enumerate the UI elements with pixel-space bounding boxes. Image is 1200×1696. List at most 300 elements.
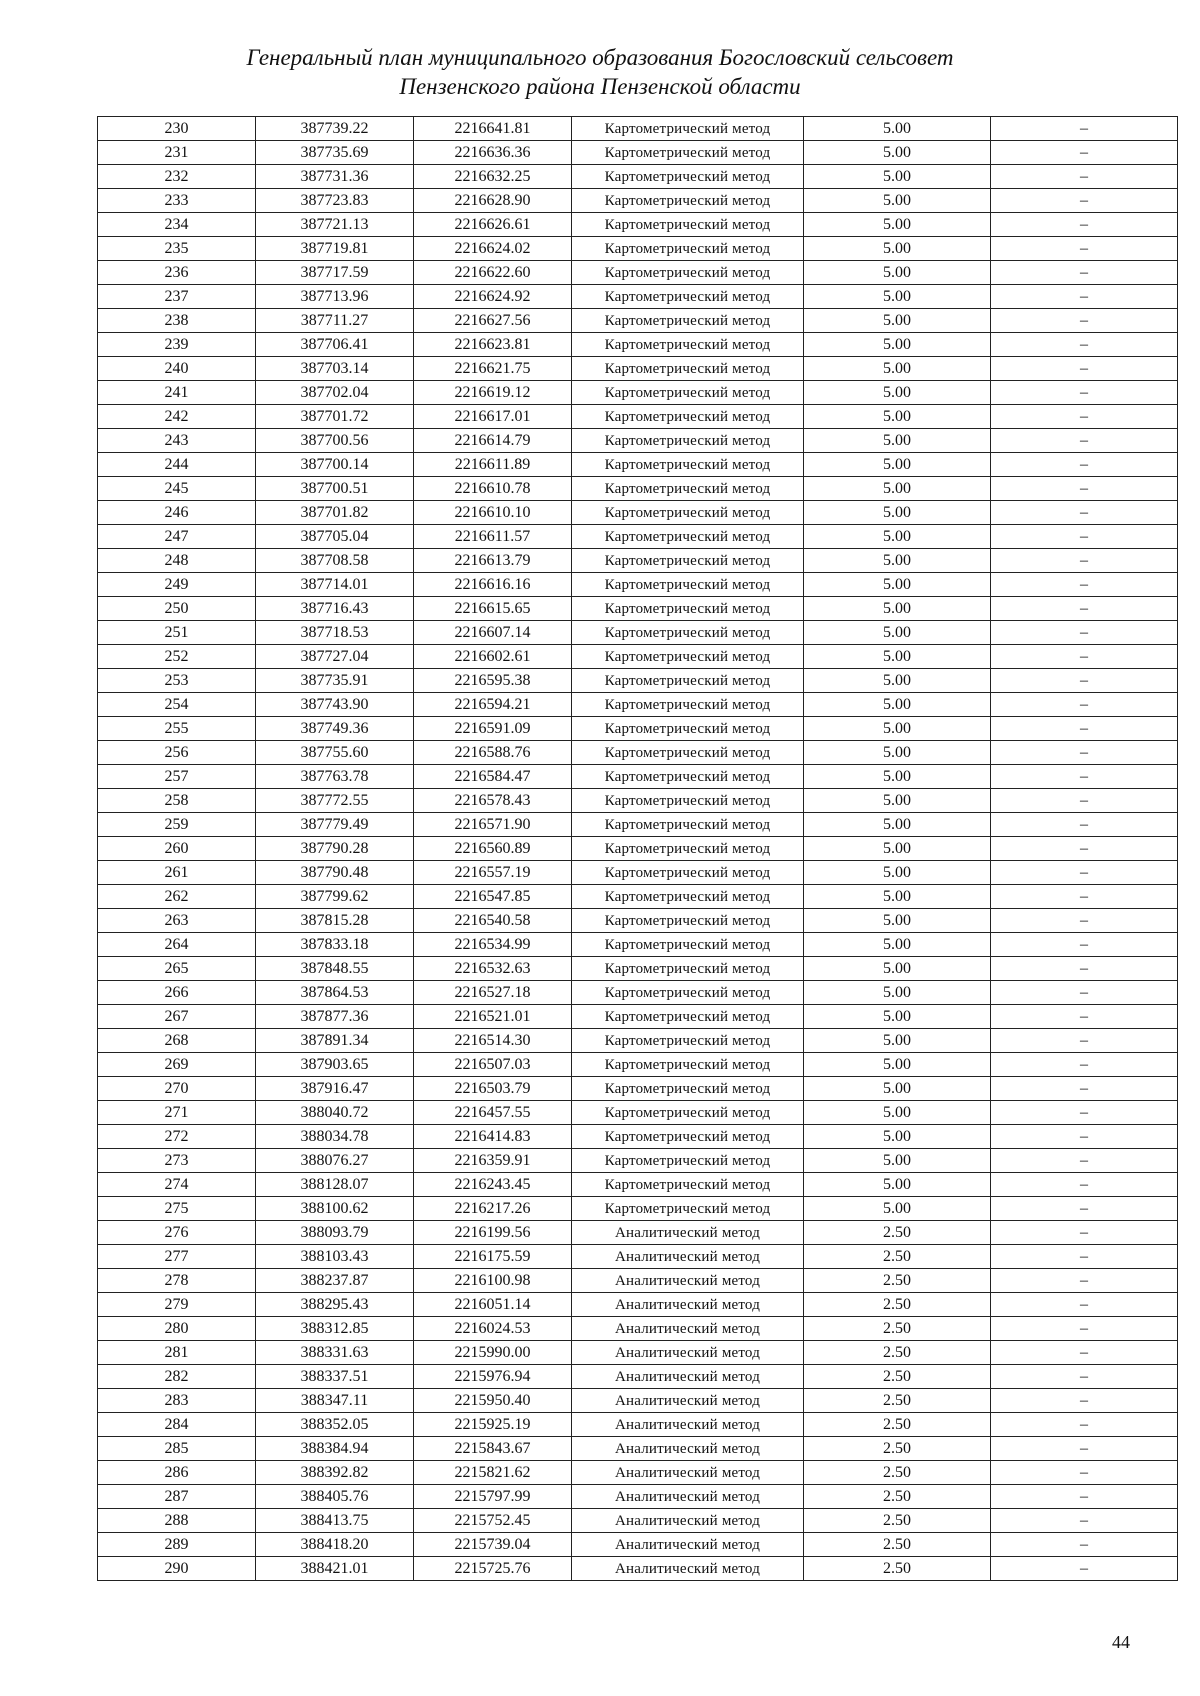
- accuracy-cell: 5.00: [804, 189, 991, 213]
- method-cell: Картометрический метод: [572, 213, 804, 237]
- x-coordinate-cell: 387703.14: [256, 357, 414, 381]
- y-coordinate-cell: 2216100.98: [414, 1269, 572, 1293]
- x-coordinate-cell: 387700.56: [256, 429, 414, 453]
- note-cell: –: [991, 1341, 1178, 1365]
- y-coordinate-cell: 2216557.19: [414, 861, 572, 885]
- table-row: [98, 1005, 1178, 1029]
- method-cell: Картометрический метод: [572, 933, 804, 957]
- y-coordinate-cell: 2216613.79: [414, 549, 572, 573]
- table-row: [98, 1389, 1178, 1413]
- note-cell: –: [991, 1245, 1178, 1269]
- method-cell: Картометрический метод: [572, 597, 804, 621]
- point-number-cell: 242: [98, 405, 256, 429]
- y-coordinate-cell: 2216578.43: [414, 789, 572, 813]
- accuracy-cell: 5.00: [804, 765, 991, 789]
- y-coordinate-cell: 2216614.79: [414, 429, 572, 453]
- accuracy-cell: 2.50: [804, 1485, 991, 1509]
- note-cell: –: [991, 837, 1178, 861]
- note-cell: –: [991, 933, 1178, 957]
- x-coordinate-cell: 387743.90: [256, 693, 414, 717]
- point-number-cell: 254: [98, 693, 256, 717]
- point-number-cell: 286: [98, 1461, 256, 1485]
- accuracy-cell: 5.00: [804, 501, 991, 525]
- y-coordinate-cell: 2216571.90: [414, 813, 572, 837]
- point-number-cell: 250: [98, 597, 256, 621]
- accuracy-cell: 2.50: [804, 1365, 991, 1389]
- accuracy-cell: 5.00: [804, 1101, 991, 1125]
- point-number-cell: 266: [98, 981, 256, 1005]
- table-row: [98, 309, 1178, 333]
- point-number-cell: 253: [98, 669, 256, 693]
- method-cell: Картометрический метод: [572, 285, 804, 309]
- table-row: [98, 213, 1178, 237]
- method-cell: Аналитический метод: [572, 1269, 804, 1293]
- point-number-cell: 276: [98, 1221, 256, 1245]
- table-row: [98, 1533, 1178, 1557]
- x-coordinate-cell: 387755.60: [256, 741, 414, 765]
- accuracy-cell: 2.50: [804, 1317, 991, 1341]
- table-row: [98, 669, 1178, 693]
- accuracy-cell: 5.00: [804, 1029, 991, 1053]
- y-coordinate-cell: 2215752.45: [414, 1509, 572, 1533]
- method-cell: Аналитический метод: [572, 1317, 804, 1341]
- document-header: [0, 43, 1200, 101]
- table-row: [98, 141, 1178, 165]
- accuracy-cell: 5.00: [804, 861, 991, 885]
- y-coordinate-cell: 2216619.12: [414, 381, 572, 405]
- method-cell: Картометрический метод: [572, 717, 804, 741]
- method-cell: Аналитический метод: [572, 1221, 804, 1245]
- accuracy-cell: 2.50: [804, 1557, 991, 1581]
- x-coordinate-cell: 387903.65: [256, 1053, 414, 1077]
- method-cell: Картометрический метод: [572, 957, 804, 981]
- x-coordinate-cell: 388237.87: [256, 1269, 414, 1293]
- x-coordinate-cell: 388413.75: [256, 1509, 414, 1533]
- y-coordinate-cell: 2216610.10: [414, 501, 572, 525]
- y-coordinate-cell: 2216632.25: [414, 165, 572, 189]
- method-cell: Аналитический метод: [572, 1293, 804, 1317]
- x-coordinate-cell: 388418.20: [256, 1533, 414, 1557]
- point-number-cell: 244: [98, 453, 256, 477]
- x-coordinate-cell: 387772.55: [256, 789, 414, 813]
- y-coordinate-cell: 2215725.76: [414, 1557, 572, 1581]
- note-cell: –: [991, 261, 1178, 285]
- method-cell: Картометрический метод: [572, 141, 804, 165]
- x-coordinate-cell: 387790.48: [256, 861, 414, 885]
- x-coordinate-cell: 387727.04: [256, 645, 414, 669]
- x-coordinate-cell: 388337.51: [256, 1365, 414, 1389]
- table-row: [98, 1101, 1178, 1125]
- point-number-cell: 234: [98, 213, 256, 237]
- note-cell: –: [991, 1509, 1178, 1533]
- accuracy-cell: 2.50: [804, 1245, 991, 1269]
- table-row: [98, 1557, 1178, 1581]
- x-coordinate-cell: 388034.78: [256, 1125, 414, 1149]
- x-coordinate-cell: 387891.34: [256, 1029, 414, 1053]
- table-row: [98, 525, 1178, 549]
- point-number-cell: 260: [98, 837, 256, 861]
- accuracy-cell: 5.00: [804, 597, 991, 621]
- point-number-cell: 246: [98, 501, 256, 525]
- x-coordinate-cell: 387864.53: [256, 981, 414, 1005]
- x-coordinate-cell: 387701.72: [256, 405, 414, 429]
- x-coordinate-cell: 387735.69: [256, 141, 414, 165]
- table-row: [98, 1053, 1178, 1077]
- accuracy-cell: 2.50: [804, 1509, 991, 1533]
- note-cell: –: [991, 477, 1178, 501]
- header-line-2: Пензенского района Пензенской области: [399, 74, 801, 99]
- x-coordinate-cell: 387713.96: [256, 285, 414, 309]
- note-cell: –: [991, 1293, 1178, 1317]
- table-row: [98, 1317, 1178, 1341]
- y-coordinate-cell: 2216527.18: [414, 981, 572, 1005]
- table-row: [98, 1509, 1178, 1533]
- point-number-cell: 259: [98, 813, 256, 837]
- point-number-cell: 280: [98, 1317, 256, 1341]
- accuracy-cell: 5.00: [804, 1077, 991, 1101]
- point-number-cell: 267: [98, 1005, 256, 1029]
- method-cell: Картометрический метод: [572, 453, 804, 477]
- note-cell: –: [991, 573, 1178, 597]
- note-cell: –: [991, 621, 1178, 645]
- point-number-cell: 235: [98, 237, 256, 261]
- y-coordinate-cell: 2216622.60: [414, 261, 572, 285]
- x-coordinate-cell: 387779.49: [256, 813, 414, 837]
- x-coordinate-cell: 387833.18: [256, 933, 414, 957]
- note-cell: –: [991, 165, 1178, 189]
- method-cell: Картометрический метод: [572, 405, 804, 429]
- method-cell: Картометрический метод: [572, 837, 804, 861]
- note-cell: –: [991, 669, 1178, 693]
- accuracy-cell: 5.00: [804, 645, 991, 669]
- y-coordinate-cell: 2216595.38: [414, 669, 572, 693]
- accuracy-cell: 5.00: [804, 741, 991, 765]
- y-coordinate-cell: 2216607.14: [414, 621, 572, 645]
- table-row: [98, 1485, 1178, 1509]
- y-coordinate-cell: 2216617.01: [414, 405, 572, 429]
- point-number-cell: 279: [98, 1293, 256, 1317]
- y-coordinate-cell: 2216532.63: [414, 957, 572, 981]
- x-coordinate-cell: 388040.72: [256, 1101, 414, 1125]
- method-cell: Картометрический метод: [572, 909, 804, 933]
- table-row: [98, 813, 1178, 837]
- note-cell: –: [991, 405, 1178, 429]
- x-coordinate-cell: 387711.27: [256, 309, 414, 333]
- point-number-cell: 271: [98, 1101, 256, 1125]
- note-cell: –: [991, 429, 1178, 453]
- y-coordinate-cell: 2216534.99: [414, 933, 572, 957]
- y-coordinate-cell: 2216560.89: [414, 837, 572, 861]
- method-cell: Картометрический метод: [572, 1197, 804, 1221]
- accuracy-cell: 5.00: [804, 837, 991, 861]
- note-cell: –: [991, 1413, 1178, 1437]
- y-coordinate-cell: 2216051.14: [414, 1293, 572, 1317]
- accuracy-cell: 2.50: [804, 1221, 991, 1245]
- x-coordinate-cell: 387723.83: [256, 189, 414, 213]
- method-cell: Аналитический метод: [572, 1485, 804, 1509]
- table-row: [98, 1197, 1178, 1221]
- point-number-cell: 230: [98, 117, 256, 141]
- x-coordinate-cell: 387763.78: [256, 765, 414, 789]
- y-coordinate-cell: 2216024.53: [414, 1317, 572, 1341]
- x-coordinate-cell: 388331.63: [256, 1341, 414, 1365]
- accuracy-cell: 5.00: [804, 549, 991, 573]
- y-coordinate-cell: 2216616.16: [414, 573, 572, 597]
- x-coordinate-cell: 387719.81: [256, 237, 414, 261]
- method-cell: Картометрический метод: [572, 765, 804, 789]
- point-number-cell: 231: [98, 141, 256, 165]
- y-coordinate-cell: 2216199.56: [414, 1221, 572, 1245]
- accuracy-cell: 5.00: [804, 141, 991, 165]
- table-row: [98, 1437, 1178, 1461]
- point-number-cell: 270: [98, 1077, 256, 1101]
- note-cell: –: [991, 309, 1178, 333]
- header-line-1: Генеральный план муниципального образования Богословский сельсовет: [246, 45, 954, 70]
- note-cell: –: [991, 909, 1178, 933]
- method-cell: Картометрический метод: [572, 741, 804, 765]
- table-row: [98, 357, 1178, 381]
- y-coordinate-cell: 2216521.01: [414, 1005, 572, 1029]
- method-cell: Картометрический метод: [572, 573, 804, 597]
- page-number: 44: [1112, 1632, 1130, 1652]
- method-cell: Картометрический метод: [572, 357, 804, 381]
- table-row: [98, 789, 1178, 813]
- note-cell: –: [991, 1077, 1178, 1101]
- table-row: [98, 1077, 1178, 1101]
- x-coordinate-cell: 388312.85: [256, 1317, 414, 1341]
- method-cell: Картометрический метод: [572, 381, 804, 405]
- method-cell: Картометрический метод: [572, 1173, 804, 1197]
- y-coordinate-cell: 2216611.89: [414, 453, 572, 477]
- note-cell: –: [991, 1533, 1178, 1557]
- method-cell: Картометрический метод: [572, 1101, 804, 1125]
- method-cell: Аналитический метод: [572, 1413, 804, 1437]
- note-cell: –: [991, 957, 1178, 981]
- note-cell: –: [991, 717, 1178, 741]
- x-coordinate-cell: 388405.76: [256, 1485, 414, 1509]
- note-cell: –: [991, 1101, 1178, 1125]
- table-row: [98, 765, 1178, 789]
- accuracy-cell: 5.00: [804, 213, 991, 237]
- method-cell: Аналитический метод: [572, 1557, 804, 1581]
- table-row: [98, 741, 1178, 765]
- accuracy-cell: 5.00: [804, 333, 991, 357]
- accuracy-cell: 5.00: [804, 1053, 991, 1077]
- note-cell: –: [991, 1437, 1178, 1461]
- table-row: [98, 1293, 1178, 1317]
- accuracy-cell: 5.00: [804, 405, 991, 429]
- method-cell: Картометрический метод: [572, 1053, 804, 1077]
- method-cell: Аналитический метод: [572, 1245, 804, 1269]
- point-number-cell: 264: [98, 933, 256, 957]
- y-coordinate-cell: 2216175.59: [414, 1245, 572, 1269]
- y-coordinate-cell: 2216636.36: [414, 141, 572, 165]
- x-coordinate-cell: 388295.43: [256, 1293, 414, 1317]
- table-row: [98, 1245, 1178, 1269]
- note-cell: –: [991, 741, 1178, 765]
- point-number-cell: 255: [98, 717, 256, 741]
- note-cell: –: [991, 693, 1178, 717]
- point-number-cell: 248: [98, 549, 256, 573]
- table-row: [98, 1365, 1178, 1389]
- point-number-cell: 288: [98, 1509, 256, 1533]
- note-cell: –: [991, 141, 1178, 165]
- table-row: [98, 429, 1178, 453]
- point-number-cell: 238: [98, 309, 256, 333]
- y-coordinate-cell: 2216611.57: [414, 525, 572, 549]
- table-row: [98, 1173, 1178, 1197]
- y-coordinate-cell: 2216626.61: [414, 213, 572, 237]
- note-cell: –: [991, 525, 1178, 549]
- table-row: [98, 1125, 1178, 1149]
- x-coordinate-cell: 388128.07: [256, 1173, 414, 1197]
- x-coordinate-cell: 387705.04: [256, 525, 414, 549]
- note-cell: –: [991, 285, 1178, 309]
- point-number-cell: 285: [98, 1437, 256, 1461]
- table-row: [98, 837, 1178, 861]
- method-cell: Картометрический метод: [572, 621, 804, 645]
- x-coordinate-cell: 387749.36: [256, 717, 414, 741]
- accuracy-cell: 5.00: [804, 693, 991, 717]
- point-number-cell: 251: [98, 621, 256, 645]
- method-cell: Картометрический метод: [572, 309, 804, 333]
- x-coordinate-cell: 388384.94: [256, 1437, 414, 1461]
- point-number-cell: 287: [98, 1485, 256, 1509]
- note-cell: –: [991, 213, 1178, 237]
- note-cell: –: [991, 981, 1178, 1005]
- method-cell: Аналитический метод: [572, 1533, 804, 1557]
- note-cell: –: [991, 189, 1178, 213]
- point-number-cell: 237: [98, 285, 256, 309]
- method-cell: Картометрический метод: [572, 477, 804, 501]
- method-cell: Картометрический метод: [572, 525, 804, 549]
- method-cell: Аналитический метод: [572, 1341, 804, 1365]
- table-row: [98, 1221, 1178, 1245]
- point-number-cell: 265: [98, 957, 256, 981]
- note-cell: –: [991, 333, 1178, 357]
- x-coordinate-cell: 387815.28: [256, 909, 414, 933]
- note-cell: –: [991, 861, 1178, 885]
- method-cell: Картометрический метод: [572, 1077, 804, 1101]
- table-row: [98, 1461, 1178, 1485]
- note-cell: –: [991, 1485, 1178, 1509]
- accuracy-cell: 5.00: [804, 525, 991, 549]
- method-cell: Картометрический метод: [572, 117, 804, 141]
- method-cell: Картометрический метод: [572, 1005, 804, 1029]
- y-coordinate-cell: 2216217.26: [414, 1197, 572, 1221]
- x-coordinate-cell: 387735.91: [256, 669, 414, 693]
- point-number-cell: 274: [98, 1173, 256, 1197]
- method-cell: Картометрический метод: [572, 1149, 804, 1173]
- table-row: [98, 621, 1178, 645]
- note-cell: –: [991, 1149, 1178, 1173]
- point-number-cell: 277: [98, 1245, 256, 1269]
- point-number-cell: 282: [98, 1365, 256, 1389]
- table-row: [98, 861, 1178, 885]
- method-cell: Картометрический метод: [572, 1029, 804, 1053]
- note-cell: –: [991, 117, 1178, 141]
- table-row: [98, 909, 1178, 933]
- y-coordinate-cell: 2215843.67: [414, 1437, 572, 1461]
- y-coordinate-cell: 2216627.56: [414, 309, 572, 333]
- note-cell: –: [991, 789, 1178, 813]
- accuracy-cell: 5.00: [804, 381, 991, 405]
- method-cell: Картометрический метод: [572, 333, 804, 357]
- y-coordinate-cell: 2215797.99: [414, 1485, 572, 1509]
- point-number-cell: 278: [98, 1269, 256, 1293]
- note-cell: –: [991, 501, 1178, 525]
- note-cell: –: [991, 1365, 1178, 1389]
- y-coordinate-cell: 2216457.55: [414, 1101, 572, 1125]
- y-coordinate-cell: 2216507.03: [414, 1053, 572, 1077]
- x-coordinate-cell: 387700.14: [256, 453, 414, 477]
- accuracy-cell: 5.00: [804, 165, 991, 189]
- note-cell: –: [991, 1461, 1178, 1485]
- accuracy-cell: 5.00: [804, 1125, 991, 1149]
- table-row: [98, 1413, 1178, 1437]
- method-cell: Картометрический метод: [572, 237, 804, 261]
- y-coordinate-cell: 2216615.65: [414, 597, 572, 621]
- y-coordinate-cell: 2216623.81: [414, 333, 572, 357]
- y-coordinate-cell: 2216624.92: [414, 285, 572, 309]
- accuracy-cell: 5.00: [804, 1197, 991, 1221]
- note-cell: –: [991, 1005, 1178, 1029]
- table-row: [98, 453, 1178, 477]
- x-coordinate-cell: 387790.28: [256, 837, 414, 861]
- method-cell: Картометрический метод: [572, 261, 804, 285]
- x-coordinate-cell: 387721.13: [256, 213, 414, 237]
- point-number-cell: 273: [98, 1149, 256, 1173]
- point-number-cell: 245: [98, 477, 256, 501]
- point-number-cell: 268: [98, 1029, 256, 1053]
- accuracy-cell: 5.00: [804, 933, 991, 957]
- accuracy-cell: 5.00: [804, 669, 991, 693]
- note-cell: –: [991, 1389, 1178, 1413]
- method-cell: Картометрический метод: [572, 165, 804, 189]
- method-cell: Картометрический метод: [572, 501, 804, 525]
- x-coordinate-cell: 388352.05: [256, 1413, 414, 1437]
- accuracy-cell: 5.00: [804, 261, 991, 285]
- note-cell: –: [991, 1557, 1178, 1581]
- table-row: [98, 1029, 1178, 1053]
- y-coordinate-cell: 2215976.94: [414, 1365, 572, 1389]
- method-cell: Картометрический метод: [572, 429, 804, 453]
- y-coordinate-cell: 2216359.91: [414, 1149, 572, 1173]
- table-row: [98, 981, 1178, 1005]
- method-cell: Аналитический метод: [572, 1437, 804, 1461]
- point-number-cell: 247: [98, 525, 256, 549]
- table-row: [98, 549, 1178, 573]
- accuracy-cell: 5.00: [804, 573, 991, 597]
- note-cell: –: [991, 381, 1178, 405]
- table-row: [98, 933, 1178, 957]
- x-coordinate-cell: 388100.62: [256, 1197, 414, 1221]
- table-row: [98, 333, 1178, 357]
- accuracy-cell: 5.00: [804, 309, 991, 333]
- x-coordinate-cell: 387739.22: [256, 117, 414, 141]
- point-number-cell: 252: [98, 645, 256, 669]
- y-coordinate-cell: 2216514.30: [414, 1029, 572, 1053]
- note-cell: –: [991, 1221, 1178, 1245]
- accuracy-cell: 5.00: [804, 1005, 991, 1029]
- x-coordinate-cell: 387701.82: [256, 501, 414, 525]
- y-coordinate-cell: 2215990.00: [414, 1341, 572, 1365]
- y-coordinate-cell: 2215821.62: [414, 1461, 572, 1485]
- point-number-cell: 272: [98, 1125, 256, 1149]
- x-coordinate-cell: 388421.01: [256, 1557, 414, 1581]
- accuracy-cell: 5.00: [804, 1149, 991, 1173]
- y-coordinate-cell: 2216547.85: [414, 885, 572, 909]
